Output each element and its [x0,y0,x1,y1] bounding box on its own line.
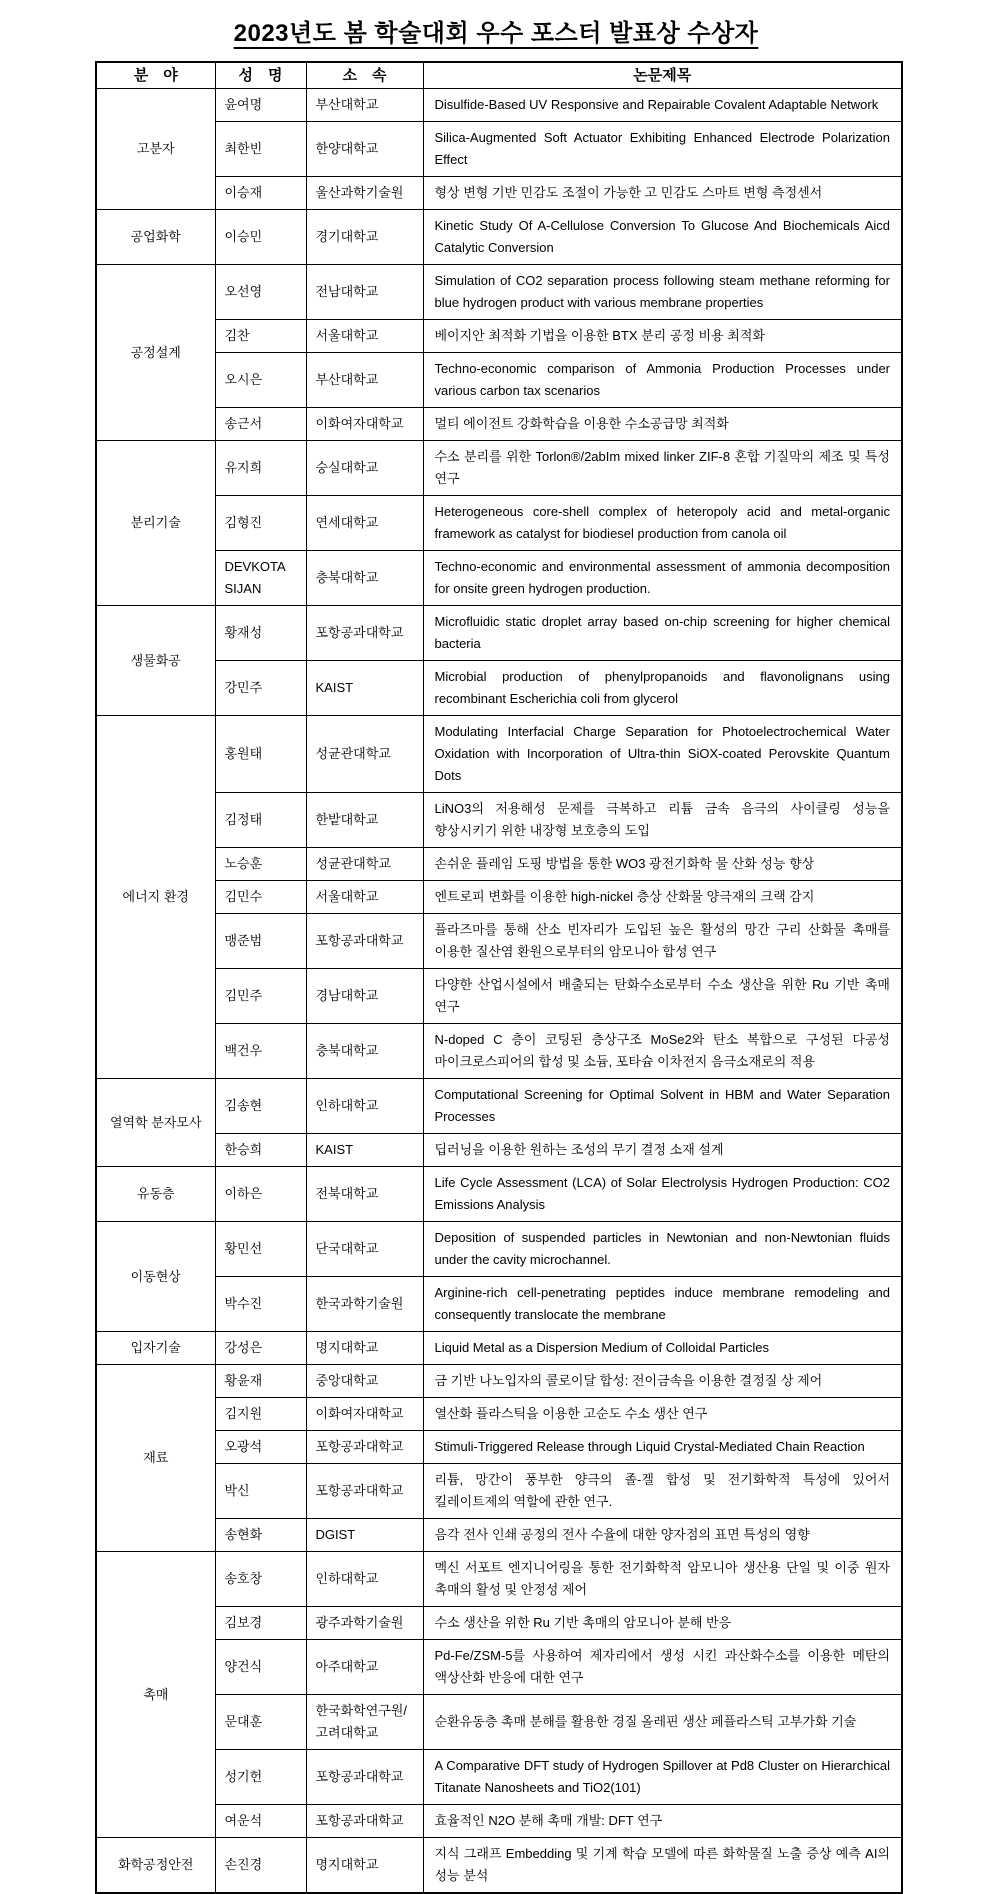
affiliation-cell: 아주대학교 [306,1640,423,1695]
affiliation-cell: 포항공과대학교 [306,606,423,661]
title-cell: Techno-economic comparison of Ammonia Production Processes under various carbon tax scenarios [423,353,902,408]
affiliation-cell: 성균관대학교 [306,716,423,793]
affiliation-cell: 포항공과대학교 [306,1464,423,1519]
table-row [96,1519,902,1552]
title-cell: 효율적인 N2O 분해 촉매 개발: DFT 연구 [423,1805,902,1838]
affiliation-cell: 한밭대학교 [306,793,423,848]
name-cell: 홍원태 [215,716,306,793]
affiliation-cell: 전남대학교 [306,265,423,320]
page-title: 2023년도 봄 학술대회 우수 포스터 발표상 수상자 [233,20,759,47]
title-cell: 음각 전사 인쇄 공정의 전사 수율에 대한 양자점의 표면 특성의 영향 [423,1519,902,1552]
affiliation-cell: DGIST [306,1519,423,1552]
table-row [96,122,902,177]
field-cell: 재료 [96,1365,215,1552]
affiliation-cell: 명지대학교 [306,1838,423,1894]
table-row [96,606,902,661]
table-row [96,320,902,353]
name-cell: 김형진 [215,496,306,551]
affiliation-cell: 명지대학교 [306,1332,423,1365]
table-row [96,661,902,716]
title-cell: 플라즈마를 통해 산소 빈자리가 도입된 높은 활성의 망간 구리 산화물 촉매를 이용한 질산염 환원으로부터의 암모니아 합성 연구 [423,914,902,969]
affiliation-cell: 울산과학기술원 [306,177,423,210]
name-cell: DEVKOTA SIJAN [215,551,306,606]
field-cell: 입자기술 [96,1332,215,1365]
title-cell: 다양한 산업시설에서 배출되는 탄화수소로부터 수소 생산을 위한 Ru 기반 촉매 연구 [423,969,902,1024]
table-row [96,496,902,551]
title-cell: Microbial production of phenylpropanoids and flavonolignans using recombinant Escherichia coli from glycerol [423,661,902,716]
table-row [96,1398,902,1431]
affiliation-cell: KAIST [306,661,423,716]
name-cell: 맹준범 [215,914,306,969]
title-cell: 수소 분리를 위한 Torlon®/2abIm mixed linker ZIF-8 혼합 기질막의 제조 및 특성 연구 [423,441,902,496]
title-cell: Computational Screening for Optimal Solvent in HBM and Water Separation Processes [423,1079,902,1134]
name-cell: 오시은 [215,353,306,408]
table-row [96,177,902,210]
name-cell: 이승재 [215,177,306,210]
field-cell: 유동층 [96,1167,215,1222]
table-row [96,353,902,408]
table-row [96,1464,902,1519]
name-cell: 오광석 [215,1431,306,1464]
affiliation-cell: 포항공과대학교 [306,1750,423,1805]
affiliation-cell: 광주과학기술원 [306,1607,423,1640]
table-row [96,1134,902,1167]
title-cell: Arginine-rich cell-penetrating peptides induce membrane remodeling and consequently translocate the membrane [423,1277,902,1332]
title-cell: Techno-economic and environmental assessment of ammonia decomposition for onsite green hydrogen production. [423,551,902,606]
affiliation-cell: 인하대학교 [306,1079,423,1134]
header-paper-title: 논문제목 [423,62,902,89]
name-cell: 강민주 [215,661,306,716]
affiliation-cell: 이화여자대학교 [306,1398,423,1431]
field-cell: 고분자 [96,89,215,210]
name-cell: 백건우 [215,1024,306,1079]
name-cell: 박수진 [215,1277,306,1332]
field-cell: 공업화학 [96,210,215,265]
affiliation-cell: 포항공과대학교 [306,1431,423,1464]
affiliation-cell: 포항공과대학교 [306,914,423,969]
table-row [96,969,902,1024]
field-cell: 이동현상 [96,1222,215,1332]
name-cell: 김송현 [215,1079,306,1134]
name-cell: 여운석 [215,1805,306,1838]
title-cell: Disulfide-Based UV Responsive and Repairable Covalent Adaptable Network [423,89,902,122]
title-cell: 멕신 서포트 엔지니어링을 통한 전기화학적 암모니아 생산용 단일 및 이중 원자 촉매의 활성 및 안정성 제어 [423,1552,902,1607]
title-cell: 수소 생산을 위한 Ru 기반 촉매의 암모니아 분해 반응 [423,1607,902,1640]
table-row [96,1167,902,1222]
field-cell: 분리기술 [96,441,215,606]
affiliation-cell: 전북대학교 [306,1167,423,1222]
affiliation-cell: 중앙대학교 [306,1365,423,1398]
field-cell: 생물화공 [96,606,215,716]
name-cell: 유지희 [215,441,306,496]
affiliation-cell: 서울대학교 [306,320,423,353]
field-cell: 화학공정안전 [96,1838,215,1894]
affiliation-cell: 연세대학교 [306,496,423,551]
field-cell: 촉매 [96,1552,215,1838]
name-cell: 송근서 [215,408,306,441]
table-row [96,441,902,496]
table-row [96,89,902,122]
affiliation-cell: 서울대학교 [306,881,423,914]
title-cell: A Comparative DFT study of Hydrogen Spillover at Pd8 Cluster on Hierarchical Titanate Nanosheets and TiO2(101) [423,1750,902,1805]
name-cell: 한승희 [215,1134,306,1167]
name-cell: 김민주 [215,969,306,1024]
table-row [96,408,902,441]
table-row [96,551,902,606]
table-row [96,1431,902,1464]
table-row [96,1838,902,1894]
affiliation-cell: 인하대학교 [306,1552,423,1607]
title-cell: Stimuli-Triggered Release through Liquid Crystal-Mediated Chain Reaction [423,1431,902,1464]
affiliation-cell: 부산대학교 [306,353,423,408]
affiliation-cell: 이화여자대학교 [306,408,423,441]
title-cell: Heterogeneous core-shell complex of heteropoly acid and metal-organic framework as catalyst for biodiesel production from canola oil [423,496,902,551]
title-cell: Kinetic Study Of A-Cellulose Conversion To Glucose And Biochemicals Aicd Catalytic Conversion [423,210,902,265]
name-cell: 윤여명 [215,89,306,122]
name-cell: 송호창 [215,1552,306,1607]
title-cell: Microfluidic static droplet array based on-chip screening for higher chemical bacteria [423,606,902,661]
table-row [96,1640,902,1695]
affiliation-cell: 충북대학교 [306,1024,423,1079]
name-cell: 최한빈 [215,122,306,177]
table-row [96,716,902,793]
table-row [96,881,902,914]
table-row [96,1222,902,1277]
field-cell: 열역학 분자모사 [96,1079,215,1167]
title-cell: 엔트로피 변화를 이용한 high-nickel 층상 산화물 양극재의 크랙 감지 [423,881,902,914]
name-cell: 이승민 [215,210,306,265]
title-cell: N-doped C 층이 코팅된 층상구조 MoSe2와 탄소 복합으로 구성된 다공성 마이크로스피어의 합성 및 소듐, 포타슘 이차전지 음극소재로의 적용 [423,1024,902,1079]
affiliation-cell: 단국대학교 [306,1222,423,1277]
header-row [96,62,902,89]
affiliation-cell: 성균관대학교 [306,848,423,881]
table-row [96,1332,902,1365]
name-cell: 문대훈 [215,1695,306,1750]
title-cell: Modulating Interfacial Charge Separation for Photoelectrochemical Water Oxidation with Incorporation of Ultra-thin SiOX-coated Perovskite Quantum Dots [423,716,902,793]
name-cell: 송현화 [215,1519,306,1552]
title-cell: 열산화 플라스틱을 이용한 고순도 수소 생산 연구 [423,1398,902,1431]
table-row [96,1552,902,1607]
name-cell: 김정태 [215,793,306,848]
header-name: 성 명 [215,62,306,89]
affiliation-cell: 충북대학교 [306,551,423,606]
title-cell: LiNO3의 저용해성 문제를 극복하고 리튬 금속 음극의 사이클링 성능을 향상시키기 위한 내장형 보호층의 도입 [423,793,902,848]
field-cell: 공정설계 [96,265,215,441]
title-cell: Pd-Fe/ZSM-5를 사용하여 제자리에서 생성 시킨 과산화수소를 이용한 메탄의 액상산화 반응에 대한 연구 [423,1640,902,1695]
title-cell: 순환유동층 촉매 분해를 활용한 경질 올레핀 생산 페플라스틱 고부가화 기술 [423,1695,902,1750]
affiliation-cell: 한양대학교 [306,122,423,177]
title-cell: Life Cycle Assessment (LCA) of Solar Electrolysis Hydrogen Production: CO2 Emissions Analysis [423,1167,902,1222]
name-cell: 강성은 [215,1332,306,1365]
title-cell: 멀티 에이전트 강화학습을 이용한 수소공급망 최적화 [423,408,902,441]
title-cell: 손쉬운 플레임 도핑 방법을 통한 WO3 광전기화학 물 산화 성능 향상 [423,848,902,881]
name-cell: 손진경 [215,1838,306,1894]
table-row [96,914,902,969]
name-cell: 황민선 [215,1222,306,1277]
name-cell: 김지원 [215,1398,306,1431]
affiliation-cell: 한국과학기술원 [306,1277,423,1332]
title-cell: 지식 그래프 Embedding 및 기계 학습 모델에 따른 화학물질 노출 증상 예측 AI의 성능 분석 [423,1838,902,1894]
affiliation-cell: 포항공과대학교 [306,1805,423,1838]
name-cell: 박신 [215,1464,306,1519]
table-row [96,1277,902,1332]
table-row [96,1365,902,1398]
field-cell: 에너지 환경 [96,716,215,1079]
name-cell: 김찬 [215,320,306,353]
award-table-body [96,89,902,1894]
table-row [96,1750,902,1805]
name-cell: 양건식 [215,1640,306,1695]
title-cell: Deposition of suspended particles in Newtonian and non-Newtonian fluids under the cavity microchannel. [423,1222,902,1277]
name-cell: 김민수 [215,881,306,914]
title-cell: 금 기반 나노입자의 콜로이달 합성: 전이금속을 이용한 결정질 상 제어 [423,1365,902,1398]
name-cell: 이하은 [215,1167,306,1222]
title-cell: 딥러닝을 이용한 원하는 조성의 무기 결정 소재 설계 [423,1134,902,1167]
name-cell: 황윤재 [215,1365,306,1398]
table-row [96,1607,902,1640]
table-row [96,265,902,320]
header-affiliation: 소 속 [306,62,423,89]
affiliation-cell: 한국화학연구원/고려대학교 [306,1695,423,1750]
affiliation-cell: 경남대학교 [306,969,423,1024]
affiliation-cell: 부산대학교 [306,89,423,122]
affiliation-cell: 숭실대학교 [306,441,423,496]
table-row [96,210,902,265]
title-cell: Silica-Augmented Soft Actuator Exhibiting Enhanced Electrode Polarization Effect [423,122,902,177]
title-cell: 리튬, 망간이 풍부한 양극의 졸-겔 합성 및 전기화학적 특성에 있어서 킬레이트제의 역할에 관한 연구. [423,1464,902,1519]
table-row [96,848,902,881]
affiliation-cell: 경기대학교 [306,210,423,265]
name-cell: 김보경 [215,1607,306,1640]
table-row [96,1079,902,1134]
name-cell: 성기헌 [215,1750,306,1805]
title-cell: Simulation of CO2 separation process following steam methane reforming for blue hydrogen product with various membrane properties [423,265,902,320]
name-cell: 오선영 [215,265,306,320]
title-cell: Liquid Metal as a Dispersion Medium of Colloidal Particles [423,1332,902,1365]
title-cell: 형상 변형 기반 민감도 조절이 가능한 고 민감도 스마트 변형 측정센서 [423,177,902,210]
table-row [96,793,902,848]
affiliation-cell: KAIST [306,1134,423,1167]
table-row [96,1695,902,1750]
name-cell: 노승훈 [215,848,306,881]
header-field: 분 야 [96,62,215,89]
table-row [96,1024,902,1079]
name-cell: 황재성 [215,606,306,661]
award-table [95,61,903,1894]
award-table-header [96,62,902,89]
table-row [96,1805,902,1838]
title-cell: 베이지안 최적화 기법을 이용한 BTX 분리 공정 비용 최적화 [423,320,902,353]
